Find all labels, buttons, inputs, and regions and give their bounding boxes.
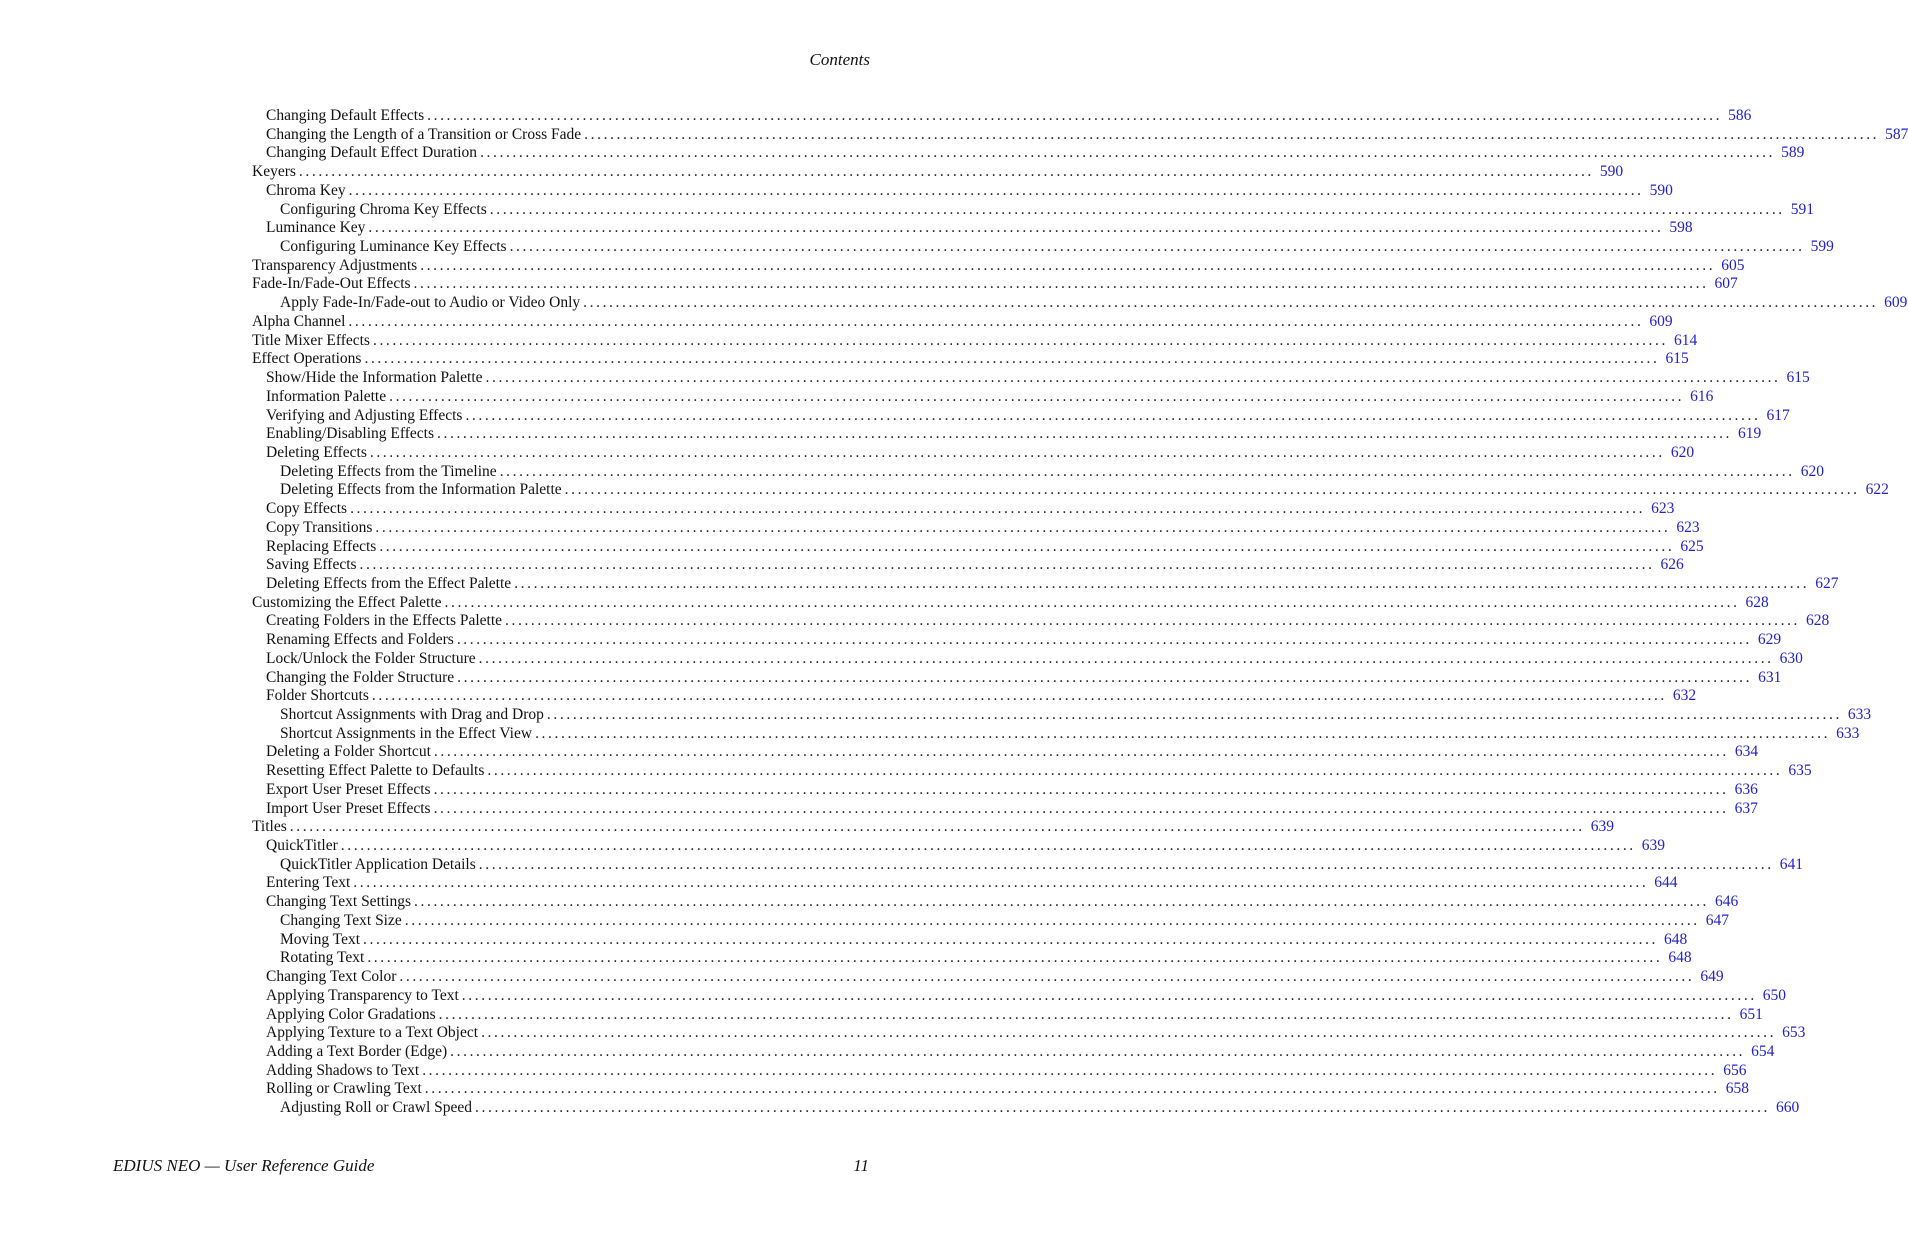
dot-leader: ........................................................................................................................................................................................................ — [289, 818, 1585, 836]
toc-entry-title: Folder Shortcuts — [266, 687, 369, 705]
toc-page-link[interactable]: 632 — [1672, 687, 1697, 705]
toc-entry[interactable] — [252, 1099, 1800, 1118]
dot-leader: ........................................................................................................................................................................................................ — [584, 125, 1880, 143]
dot-leader: ........................................................................................................................................................................................................ — [546, 706, 1842, 723]
toc-page-link[interactable]: 641 — [1779, 855, 1803, 873]
toc-entry[interactable] — [252, 387, 1714, 407]
dot-leader: ........................................................................................................................................................................................................ — [367, 949, 1663, 967]
toc-entry[interactable] — [252, 762, 1812, 781]
toc-page-link[interactable]: 586 — [1728, 107, 1752, 124]
toc-entry[interactable] — [252, 1080, 1750, 1099]
toc-entry-title: Enabling/Disabling Effects — [266, 425, 435, 443]
toc-entry-title: Alpha Channel — [252, 312, 346, 330]
toc-entry-title: Shortcut Assignments in the Effect View — [280, 724, 533, 742]
toc-entry-title: Verifying and Adjusting Effects — [266, 406, 463, 424]
toc-entry-title: Copy Effects — [266, 500, 348, 518]
toc-entry[interactable] — [252, 818, 1615, 837]
dot-leader: ........................................................................................................................................................................................................ — [372, 331, 1668, 349]
dot-leader: ........................................................................................................................................................................................................ — [371, 687, 1667, 705]
toc-page-link[interactable]: 647 — [1705, 911, 1730, 929]
toc-entry[interactable] — [252, 125, 1908, 145]
dot-leader: ........................................................................................................................................................................................................ — [353, 874, 1649, 892]
dot-leader: ........................................................................................................................................................................................................ — [437, 425, 1733, 443]
toc-page-link[interactable]: 639 — [1641, 837, 1666, 855]
toc-page-link[interactable]: 646 — [1715, 893, 1739, 911]
toc-entry[interactable] — [252, 574, 1839, 594]
toc-page-link[interactable]: 648 — [1664, 930, 1688, 948]
dot-leader: ........................................................................................................................................................................................................ — [368, 219, 1664, 237]
toc-entry[interactable] — [252, 706, 1872, 725]
toc-entry-title: Rotating Text — [280, 949, 365, 967]
toc-entry[interactable] — [252, 874, 1678, 893]
dot-leader: ........................................................................................................................................................................................................ — [350, 500, 1646, 518]
toc-page-link[interactable]: 615 — [1786, 369, 1810, 387]
dot-leader: ........................................................................................................................................................................................................ — [363, 930, 1659, 948]
toc-entry-title: Deleting Effects from the Effect Palette — [266, 574, 512, 592]
dot-leader: ........................................................................................................................................................................................................ — [438, 1005, 1734, 1023]
toc-entry-title: Effect Operations — [252, 350, 362, 368]
toc-entry[interactable] — [252, 687, 1697, 706]
dot-leader: ........................................................................................................................................................................................................ — [509, 238, 1805, 256]
toc-page-link[interactable]: 631 — [1758, 668, 1782, 686]
toc-entry[interactable] — [252, 238, 1834, 257]
toc-entry-title: Applying Color Gradations — [266, 1005, 436, 1023]
toc-entry-title: Changing the Folder Structure — [266, 668, 455, 686]
toc-entry[interactable] — [252, 724, 1860, 744]
dot-leader: ........................................................................................................................................................................................................ — [487, 762, 1783, 780]
toc-entry-title: Saving Effects — [266, 556, 357, 574]
dot-leader: ........................................................................................................................................................................................................ — [457, 668, 1753, 686]
toc-entry[interactable] — [252, 518, 1700, 538]
toc-page-link[interactable]: 587 — [1885, 125, 1908, 143]
toc-entry[interactable] — [252, 968, 1724, 987]
dot-leader: ........................................................................................................................................................................................................ — [478, 855, 1774, 873]
footer-page-number: 11 — [853, 1156, 869, 1175]
dot-leader: ........................................................................................................................................................................................................ — [433, 780, 1729, 798]
toc-page-link[interactable]: 615 — [1665, 350, 1689, 368]
dot-leader: ........................................................................................................................................................................................................ — [583, 294, 1879, 312]
toc-entry-title: Changing Text Size — [280, 911, 402, 929]
toc-page-link[interactable]: 633 — [1836, 724, 1860, 742]
dot-leader: ........................................................................................................................................................................................................ — [489, 200, 1785, 218]
table-of-contents — [252, 107, 1908, 1118]
toc-entry[interactable] — [252, 181, 1673, 201]
toc-entry[interactable] — [252, 743, 1759, 762]
toc-page-link[interactable]: 609 — [1649, 312, 1673, 330]
dot-leader: ........................................................................................................................................................................................................ — [369, 443, 1665, 461]
toc-page-link[interactable]: 626 — [1660, 556, 1684, 574]
toc-page-link[interactable]: 630 — [1779, 649, 1803, 667]
toc-page-link[interactable]: 614 — [1673, 331, 1698, 349]
toc-entry-title: Keyers — [252, 163, 296, 181]
toc-entry[interactable] — [252, 443, 1695, 463]
toc-entry-title: Configuring Chroma Key Effects — [280, 200, 487, 218]
toc-entry[interactable] — [252, 425, 1762, 444]
toc-page-link[interactable]: 649 — [1700, 968, 1724, 986]
dot-leader: ........................................................................................................................................................................................................ — [505, 612, 1801, 630]
dot-leader: ........................................................................................................................................................................................................ — [461, 986, 1757, 1004]
toc-page-link[interactable]: 589 — [1781, 144, 1805, 162]
toc-page-link[interactable]: 619 — [1738, 425, 1762, 443]
dot-leader: ........................................................................................................................................................................................................ — [375, 518, 1671, 536]
toc-page-link[interactable]: 620 — [1800, 462, 1824, 480]
toc-page-link[interactable]: 648 — [1668, 949, 1692, 967]
toc-page-link[interactable]: 644 — [1654, 874, 1678, 892]
dot-leader: ........................................................................................................................................................................................................ — [420, 256, 1716, 274]
toc-entry[interactable] — [252, 855, 1803, 875]
toc-page-link[interactable]: 628 — [1806, 612, 1830, 630]
toc-entry-title: Luminance Key — [266, 219, 366, 237]
toc-entry-title: Fade-In/Fade-Out Effects — [252, 275, 411, 293]
toc-entry[interactable] — [252, 1005, 1763, 1025]
dot-leader: ........................................................................................................................................................................................................ — [564, 481, 1860, 499]
toc-page-link[interactable]: 629 — [1757, 631, 1782, 649]
toc-entry-title: Deleting Effects from the Information Palette — [280, 481, 562, 499]
dot-leader: ........................................................................................................................................................................................................ — [359, 556, 1655, 574]
toc-entry-title: Changing Default Effect Duration — [266, 144, 478, 162]
toc-page-link[interactable]: 650 — [1762, 986, 1787, 1004]
toc-entry[interactable] — [252, 107, 1752, 126]
toc-page-link[interactable]: 622 — [1865, 481, 1889, 499]
dot-leader: ........................................................................................................................................................................................................ — [499, 462, 1795, 480]
toc-entry-title: Apply Fade-In/Fade-out to Audio or Video Only — [280, 294, 581, 312]
toc-entry-title: Adding a Text Border (Edge) — [266, 1042, 448, 1060]
toc-entry[interactable] — [252, 406, 1790, 426]
toc-entry[interactable] — [252, 500, 1675, 519]
toc-entry[interactable] — [252, 930, 1688, 950]
toc-entry[interactable] — [252, 1042, 1775, 1062]
toc-page-link[interactable]: 633 — [1847, 706, 1872, 723]
dot-leader: ........................................................................................................................................................................................................ — [414, 893, 1710, 911]
toc-entry[interactable] — [252, 219, 1693, 238]
toc-entry[interactable] — [252, 986, 1787, 1006]
toc-entry-title: Lock/Unlock the Folder Structure — [266, 649, 476, 667]
toc-entry[interactable] — [252, 481, 1889, 500]
toc-entry[interactable] — [252, 537, 1704, 557]
toc-page-link[interactable]: 616 — [1690, 387, 1714, 405]
toc-entry-title: Deleting Effects — [266, 443, 367, 461]
dot-leader: ........................................................................................................................................................................................................ — [478, 649, 1774, 667]
toc-page-link[interactable]: 636 — [1734, 780, 1758, 798]
toc-entry-title: Replacing Effects — [266, 537, 377, 555]
toc-entry-title: Entering Text — [266, 874, 351, 892]
toc-entry-title: QuickTitler — [266, 837, 338, 855]
toc-entry[interactable] — [252, 799, 1758, 819]
toc-entry[interactable] — [252, 256, 1745, 276]
toc-entry[interactable] — [252, 1024, 1806, 1043]
toc-page-link[interactable]: 623 — [1676, 518, 1700, 536]
toc-entry[interactable] — [252, 668, 1782, 688]
toc-page-link[interactable]: 607 — [1714, 275, 1738, 293]
toc-page-link[interactable]: 656 — [1723, 1061, 1747, 1079]
toc-page-link[interactable]: 598 — [1669, 219, 1693, 237]
toc-entry[interactable] — [252, 631, 1782, 650]
toc-entry[interactable] — [252, 893, 1739, 912]
toc-entry-title: Renaming Effects and Folders — [266, 631, 454, 649]
toc-entry-title: Adding Shadows to Text — [266, 1061, 420, 1079]
toc-entry-title: Resetting Effect Palette to Defaults — [266, 762, 485, 780]
toc-entry-title: Export User Preset Effects — [266, 780, 431, 798]
toc-page-link[interactable]: 605 — [1721, 256, 1745, 274]
toc-entry-title: Applying Transparency to Text — [266, 986, 459, 1004]
toc-entry[interactable] — [252, 949, 1692, 968]
dot-leader: ........................................................................................................................................................................................................ — [514, 574, 1810, 592]
dot-leader: ........................................................................................................................................................................................................ — [389, 387, 1685, 405]
toc-entry[interactable] — [252, 331, 1698, 351]
toc-entry-title: Chroma Key — [266, 181, 346, 199]
dot-leader: ........................................................................................................................................................................................................ — [424, 1080, 1720, 1098]
running-head: Contents — [809, 50, 870, 69]
toc-entry[interactable] — [252, 612, 1830, 631]
toc-page-link[interactable]: 639 — [1590, 818, 1615, 836]
toc-entry[interactable] — [252, 275, 1738, 294]
toc-entry-title: Import User Preset Effects — [266, 799, 431, 817]
toc-entry[interactable] — [252, 556, 1684, 575]
dot-leader: ........................................................................................................................................................................................................ — [413, 275, 1709, 293]
dot-leader: ........................................................................................................................................................................................................ — [298, 163, 1594, 181]
dot-leader: ........................................................................................................................................................................................................ — [379, 537, 1675, 555]
toc-entry[interactable] — [252, 780, 1758, 800]
toc-page-link[interactable]: 599 — [1810, 238, 1834, 256]
dot-leader: ........................................................................................................................................................................................................ — [450, 1042, 1746, 1060]
toc-entry-title: Changing Default Effects — [266, 107, 425, 124]
toc-entry-title: Transparency Adjustments — [252, 256, 418, 274]
toc-entry[interactable] — [252, 163, 1624, 182]
toc-entry-title: Titles — [252, 818, 287, 836]
toc-entry-title: Changing Text Settings — [266, 893, 412, 911]
toc-page-link[interactable]: 634 — [1734, 743, 1759, 761]
toc-page-link[interactable]: 617 — [1766, 406, 1790, 424]
toc-entry-title: Deleting a Folder Shortcut — [266, 743, 431, 761]
toc-entry-title: Moving Text — [280, 930, 361, 948]
toc-page-link[interactable]: 625 — [1680, 537, 1704, 555]
toc-entry[interactable] — [252, 1061, 1747, 1081]
toc-page-link[interactable]: 627 — [1815, 574, 1839, 592]
toc-page-link[interactable]: 637 — [1734, 799, 1758, 817]
toc-page-link[interactable]: 651 — [1739, 1005, 1763, 1023]
toc-entry-title: Title Mixer Effects — [252, 331, 370, 349]
toc-entry-title: Changing Text Color — [266, 968, 397, 986]
toc-entry-title: Customizing the Effect Palette — [252, 593, 442, 611]
toc-entry[interactable] — [252, 350, 1689, 369]
toc-entry[interactable] — [252, 462, 1824, 482]
dot-leader: ........................................................................................................................................................................................................ — [433, 799, 1729, 817]
toc-page-link[interactable]: 590 — [1599, 163, 1624, 181]
toc-entry-title: Shortcut Assignments with Drag and Drop — [280, 706, 544, 723]
dot-leader: ........................................................................................................................................................................................................ — [427, 107, 1723, 124]
toc-page-link[interactable]: 658 — [1725, 1080, 1750, 1098]
dot-leader: ........................................................................................................................................................................................................ — [364, 350, 1660, 368]
toc-entry-title: Changing the Length of a Transition or Cross Fade — [266, 125, 582, 143]
dot-leader: ........................................................................................................................................................................................................ — [404, 911, 1700, 929]
dot-leader: ........................................................................................................................................................................................................ — [465, 406, 1761, 424]
toc-entry[interactable] — [252, 649, 1803, 669]
toc-entry-title: Creating Folders in the Effects Palette — [266, 612, 503, 630]
toc-entry[interactable] — [252, 294, 1908, 313]
dot-leader: ........................................................................................................................................................................................................ — [340, 837, 1636, 855]
toc-entry[interactable] — [252, 200, 1815, 220]
toc-page-link[interactable]: 653 — [1782, 1024, 1806, 1042]
toc-entry-title: Deleting Effects from the Timeline — [280, 462, 497, 480]
dot-leader: ........................................................................................................................................................................................................ — [422, 1061, 1718, 1079]
toc-entry[interactable] — [252, 144, 1805, 163]
toc-page-link[interactable]: 654 — [1751, 1042, 1775, 1060]
toc-page-link[interactable]: 623 — [1651, 500, 1675, 518]
toc-entry[interactable] — [252, 312, 1673, 332]
toc-entry-title: Applying Texture to a Text Object — [266, 1024, 479, 1042]
toc-page-link[interactable]: 609 — [1884, 294, 1908, 312]
footer-title: EDIUS NEO — User Reference Guide — [113, 1156, 375, 1175]
toc-entry[interactable] — [252, 911, 1730, 931]
toc-page-link[interactable]: 628 — [1745, 593, 1769, 611]
toc-page-link[interactable]: 660 — [1776, 1099, 1800, 1117]
dot-leader: ........................................................................................................................................................................................................ — [444, 593, 1740, 611]
toc-page-link[interactable]: 591 — [1790, 200, 1815, 218]
toc-entry-title: Rolling or Crawling Text — [266, 1080, 422, 1098]
toc-entry[interactable] — [252, 593, 1769, 613]
dot-leader: ........................................................................................................................................................................................................ — [475, 1099, 1771, 1117]
dot-leader: ........................................................................................................................................................................................................ — [456, 631, 1752, 649]
toc-entry-title: QuickTitler Application Details — [280, 855, 476, 873]
toc-entry-title: Adjusting Roll or Crawl Speed — [280, 1099, 473, 1117]
toc-page-link[interactable]: 620 — [1670, 443, 1695, 461]
dot-leader: ........................................................................................................................................................................................................ — [348, 312, 1644, 330]
toc-entry-title: Information Palette — [266, 387, 387, 405]
dot-leader: ........................................................................................................................................................................................................ — [481, 1024, 1777, 1042]
toc-entry-title: Copy Transitions — [266, 518, 373, 536]
dot-leader: ........................................................................................................................................................................................................ — [535, 724, 1831, 742]
toc-entry-title: Configuring Luminance Key Effects — [280, 238, 507, 256]
dot-leader: ........................................................................................................................................................................................................ — [348, 181, 1644, 199]
dot-leader: ........................................................................................................................................................................................................ — [485, 369, 1781, 387]
toc-page-link[interactable]: 635 — [1788, 762, 1812, 780]
toc-page-link[interactable]: 590 — [1649, 181, 1673, 199]
toc-entry-title: Show/Hide the Information Palette — [266, 369, 483, 387]
dot-leader: ........................................................................................................................................................................................................ — [433, 743, 1729, 761]
dot-leader: ........................................................................................................................................................................................................ — [399, 968, 1695, 986]
dot-leader: ........................................................................................................................................................................................................ — [480, 144, 1776, 162]
toc-entry[interactable] — [252, 369, 1810, 388]
toc-entry[interactable] — [252, 837, 1666, 856]
